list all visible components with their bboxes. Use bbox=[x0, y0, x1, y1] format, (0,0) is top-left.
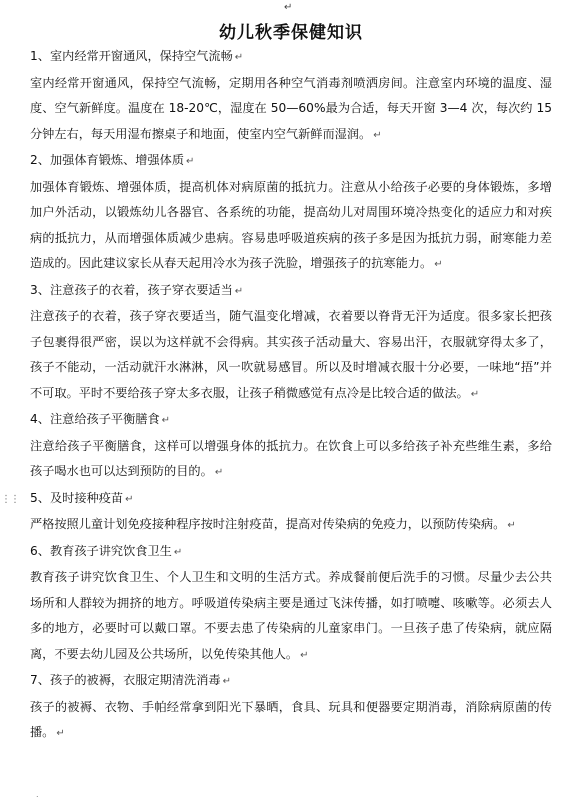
section-3-body bbox=[30, 304, 552, 407]
paragraph-mark-icon: ↵ bbox=[56, 728, 65, 739]
section-1-body bbox=[30, 71, 552, 149]
paragraph-mark-icon: ↵ bbox=[284, 2, 293, 13]
section-heading-text: 1、室内经常开窗通风，保持空气流畅 bbox=[30, 49, 233, 63]
document-body bbox=[30, 44, 552, 747]
section-1-heading bbox=[30, 44, 552, 71]
margin-handle-icon[interactable]: ⋮⋮ bbox=[1, 494, 19, 505]
section-3-heading bbox=[30, 278, 552, 305]
paragraph-mark-icon: ↵ bbox=[507, 520, 516, 531]
section-2-heading bbox=[30, 148, 552, 175]
section-heading-text: 7、孩子的被褥，衣服定期清洗消毒 bbox=[30, 673, 221, 687]
section-heading-text: 2、加强体育锻炼、增强体质 bbox=[30, 153, 185, 167]
section-body-text: 严格按照儿童计划免疫接种程序按时注射疫苗，提高对传染病的免疫力，以预防传染病。 bbox=[30, 517, 506, 531]
section-body-text: 注意给孩子平衡膳食，这样可以增强身体的抵抗力。在饮食上可以多给孩子补充些维生素，多给孩子喝水也可以达到预防的目的。 bbox=[30, 438, 552, 478]
paragraph-mark-icon: ↵ bbox=[214, 467, 224, 478]
paragraph-mark-icon: ↵ bbox=[300, 649, 309, 661]
paragraph-mark-icon: ↵ bbox=[234, 285, 244, 297]
section-5-body bbox=[30, 512, 552, 539]
section-2-body bbox=[30, 175, 552, 278]
section-7-body bbox=[30, 695, 552, 747]
section-body-text: 加强体育锻炼、增强体质，提高机体对病原菌的抵抗力。注意从小给孩子必要的身体锻炼，多增加户外活动，以锻炼幼儿各器官、各系统的功能，提高幼儿对周围环境冷热变化的适应力和对疾病的抵抗力，从而增强体质减少患病。容易患呼吸道疾病的孩子多是因为抵抗力弱，耐寒能力差造成的。因此建议家长从春天起用冷水为孩子洗脸，增强孩子的抗寒能力。 bbox=[30, 179, 552, 270]
section-body-text: 室内经常开窗通风，保持空气流畅，定期用各种空气消毒剂喷洒房间。注意室内环境的温度、湿度、空气新鲜度。温度在 18-20℃，湿度在 50—60%最为合适，每天开窗 3—4 次，每次约 15 分钟左右，每天用湿布擦桌子和地面，使室内空气新鲜而湿润。 bbox=[30, 75, 552, 141]
paragraph-mark-icon: ↵ bbox=[173, 546, 183, 558]
paragraph-mark-icon: ↵ bbox=[470, 388, 480, 400]
section-4-heading bbox=[30, 407, 552, 434]
section-heading-text: 3、注意孩子的衣着，孩子穿衣要适当 bbox=[30, 282, 233, 297]
section-4-body bbox=[30, 434, 552, 486]
section-body-text: 孩子的被褥、衣物、手帕经常拿到阳光下暴晒，食具、玩具和便器要定期消毒，消除病原菌的传播。 bbox=[30, 699, 552, 739]
paragraph-mark-icon: ↵ bbox=[222, 676, 231, 687]
paragraph-mark-icon: ↵ bbox=[125, 493, 134, 505]
paragraph-mark-icon: ↵ bbox=[434, 259, 443, 270]
section-5-heading bbox=[30, 486, 552, 513]
section-body-text: 教育孩子讲究饮食卫生、个人卫生和文明的生活方式。养成餐前便后洗手的习惯。尽量少去公共场所和人群较为拥挤的地方。呼吸道传染病主要是通过飞沫传播，如打喷嚏、咳嗽等。必须去人多的地方，必要时可以戴口罩。不要去患了传染病的儿童家串门。一旦孩子患了传染病，就应隔离，不要去幼儿园及公共场所，以免传染其他人。 bbox=[30, 570, 552, 661]
paragraph-mark-icon: ↵ bbox=[234, 52, 244, 63]
section-body-text: 注意孩子的衣着，孩子穿衣要适当，随气温变化增减，衣着要以脊背无汗为适度。很多家长把孩子包裹得很严密，误以为这样就不会得病。其实孩子活动量大、容易出汗，衣服就穿得太多了，孩子不能动，一活动就汗水淋淋，风一吹就易感冒。所以及时增减衣服十分必要，一味地“捂”并不可取。平时不要给孩子穿太多衣服，让孩子稍微感觉有点冷是比较合适的做法。 bbox=[30, 309, 552, 400]
section-heading-text: 6、教育孩子讲究饮食卫生 bbox=[30, 543, 172, 558]
section-6-body bbox=[30, 565, 552, 668]
paragraph-mark-icon: ↵ bbox=[186, 156, 195, 167]
paragraph-mark-icon: ↵ bbox=[161, 415, 171, 426]
section-heading-text: 5、及时接种疫苗 bbox=[30, 490, 124, 505]
section-6-heading bbox=[30, 539, 552, 566]
section-heading-text: 4、注意给孩子平衡膳食 bbox=[30, 412, 160, 426]
section-7-heading bbox=[30, 668, 552, 695]
page-end-mark: . bbox=[36, 790, 39, 799]
document-title: 幼儿秋季保健知识 bbox=[219, 23, 363, 43]
paragraph-mark-icon: ↵ bbox=[373, 129, 382, 141]
